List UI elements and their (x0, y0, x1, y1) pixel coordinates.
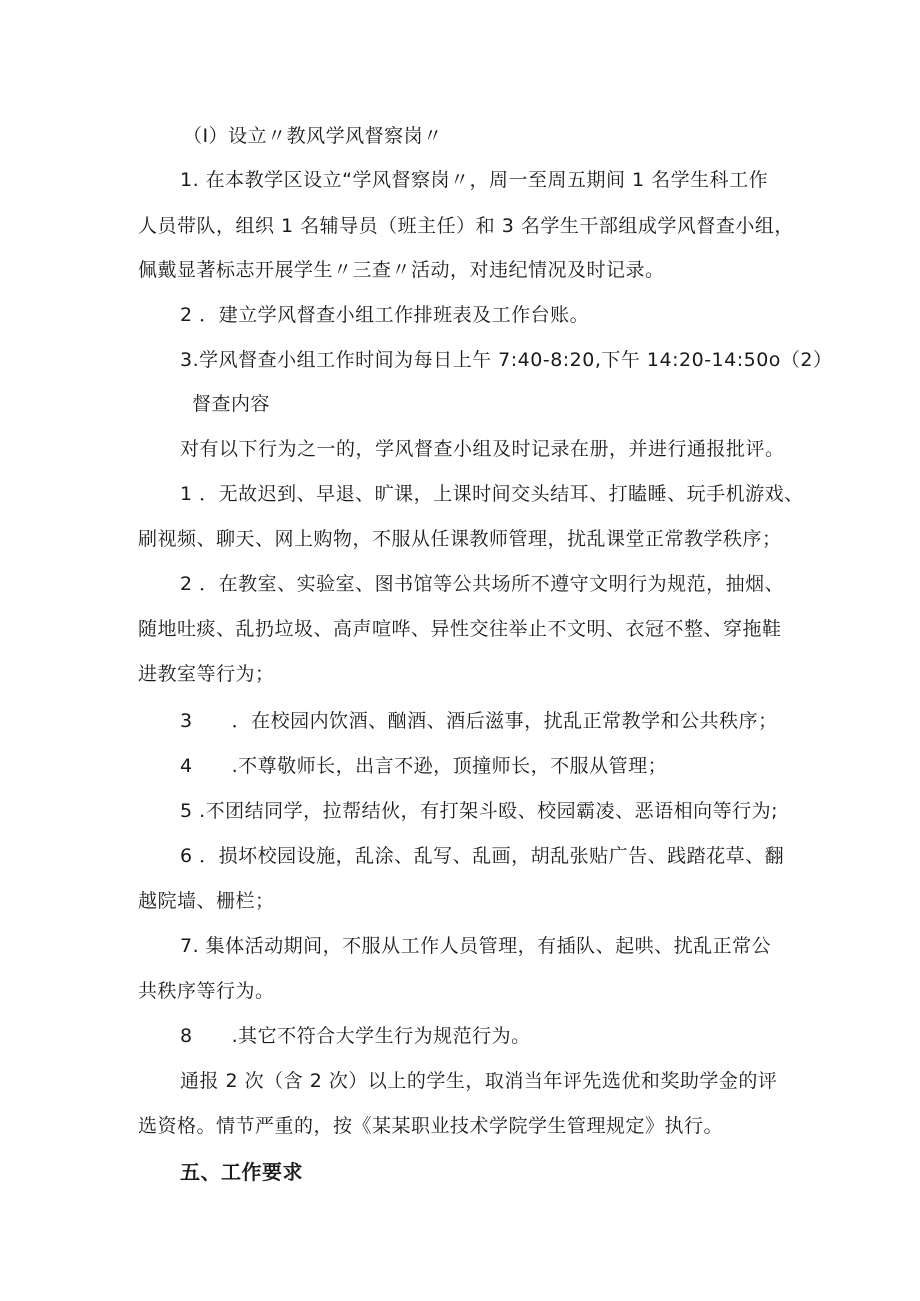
list-item-8: 8 .其它不符合大学生行为规范行为。 (180, 1025, 531, 1047)
list-item-3: 3 ．在校园内饮酒、酗酒、酒后滋事，扰乱正常教学和公共秩序； (180, 710, 778, 732)
section-heading-work-requirements: 五、工作要求 (180, 1160, 303, 1184)
paragraph-item-1-line-1: 1. 在本教学区设立“学风督察岗〃，周一至周五期间 1 名学生科工作 (180, 169, 769, 191)
list-item-2-line-1: 2 ．在教室、实验室、图书馆等公共场所不遵守文明行为规范，抽烟、 (180, 573, 785, 595)
section-heading-inspection-content: 督查内容 (192, 393, 271, 415)
list-item-6-line-2: 越院墙、栅栏； (138, 890, 275, 912)
list-item-2-line-2: 随地吐痰、乱扔垃圾、高声喧哗、异性交往举止不文明、衣冠不整、穿拖鞋 (138, 618, 782, 640)
list-item-5: 5 .不团结同学，拉帮结伙，有打架斗殴、校园霸凌、恶语相向等行为; (180, 800, 779, 822)
paragraph-item-1-line-3: 佩戴显著标志开展学生〃三查〃活动，对违纪情况及时记录。 (138, 259, 665, 281)
paragraph-intro: 对有以下行为之一的，学风督查小组及时记录在册，并进行通报批评。 (180, 438, 785, 460)
list-item-4: 4 .不尊敬师长，出言不逊，顶撞师长，不服从管理； (180, 755, 668, 777)
list-item-7-line-2: 共秩序等行为。 (138, 980, 275, 1002)
paragraph-item-3: 3.学风督查小组工作时间为每日上午 7:40-8:20,下午 14:20-14:50o（2） (180, 349, 833, 371)
section-heading-supervision-post: （I）设立〃教风学风督察岗〃 (183, 125, 443, 147)
list-item-7-line-1: 7. 集体活动期间，不服从工作人员管理，有插队、起哄、扰乱正常公 (180, 935, 772, 957)
list-item-1-line-2: 刷视频、聊天、网上购物，不服从任课教师管理，扰乱课堂正常教学秩序； (138, 528, 782, 550)
paragraph-conclusion-line-1: 通报 2 次（含 2 次）以上的学生，取消当年评先选优和奖助学金的评 (180, 1070, 778, 1092)
paragraph-item-2: 2 ．建立学风督查小组工作排班表及工作台账。 (180, 304, 590, 326)
list-item-6-line-1: 6 ．损坏校园设施，乱涂、乱写、乱画，胡乱张贴广告、践踏花草、翻 (180, 845, 785, 867)
list-item-1-line-1: 1 ．无故迟到、早退、旷课，上课时间交头结耳、打瞌睡、玩手机游戏、 (180, 483, 804, 505)
paragraph-item-1-line-2: 人员带队，组织 1 名辅导员（班主任）和 3 名学生干部组成学风督查小组， (138, 215, 794, 237)
paragraph-conclusion-line-2: 选资格。情节严重的，按《某某职业技术学院学生管理规定》执行。 (138, 1115, 724, 1137)
list-item-2-line-3: 进教室等行为； (138, 663, 275, 685)
